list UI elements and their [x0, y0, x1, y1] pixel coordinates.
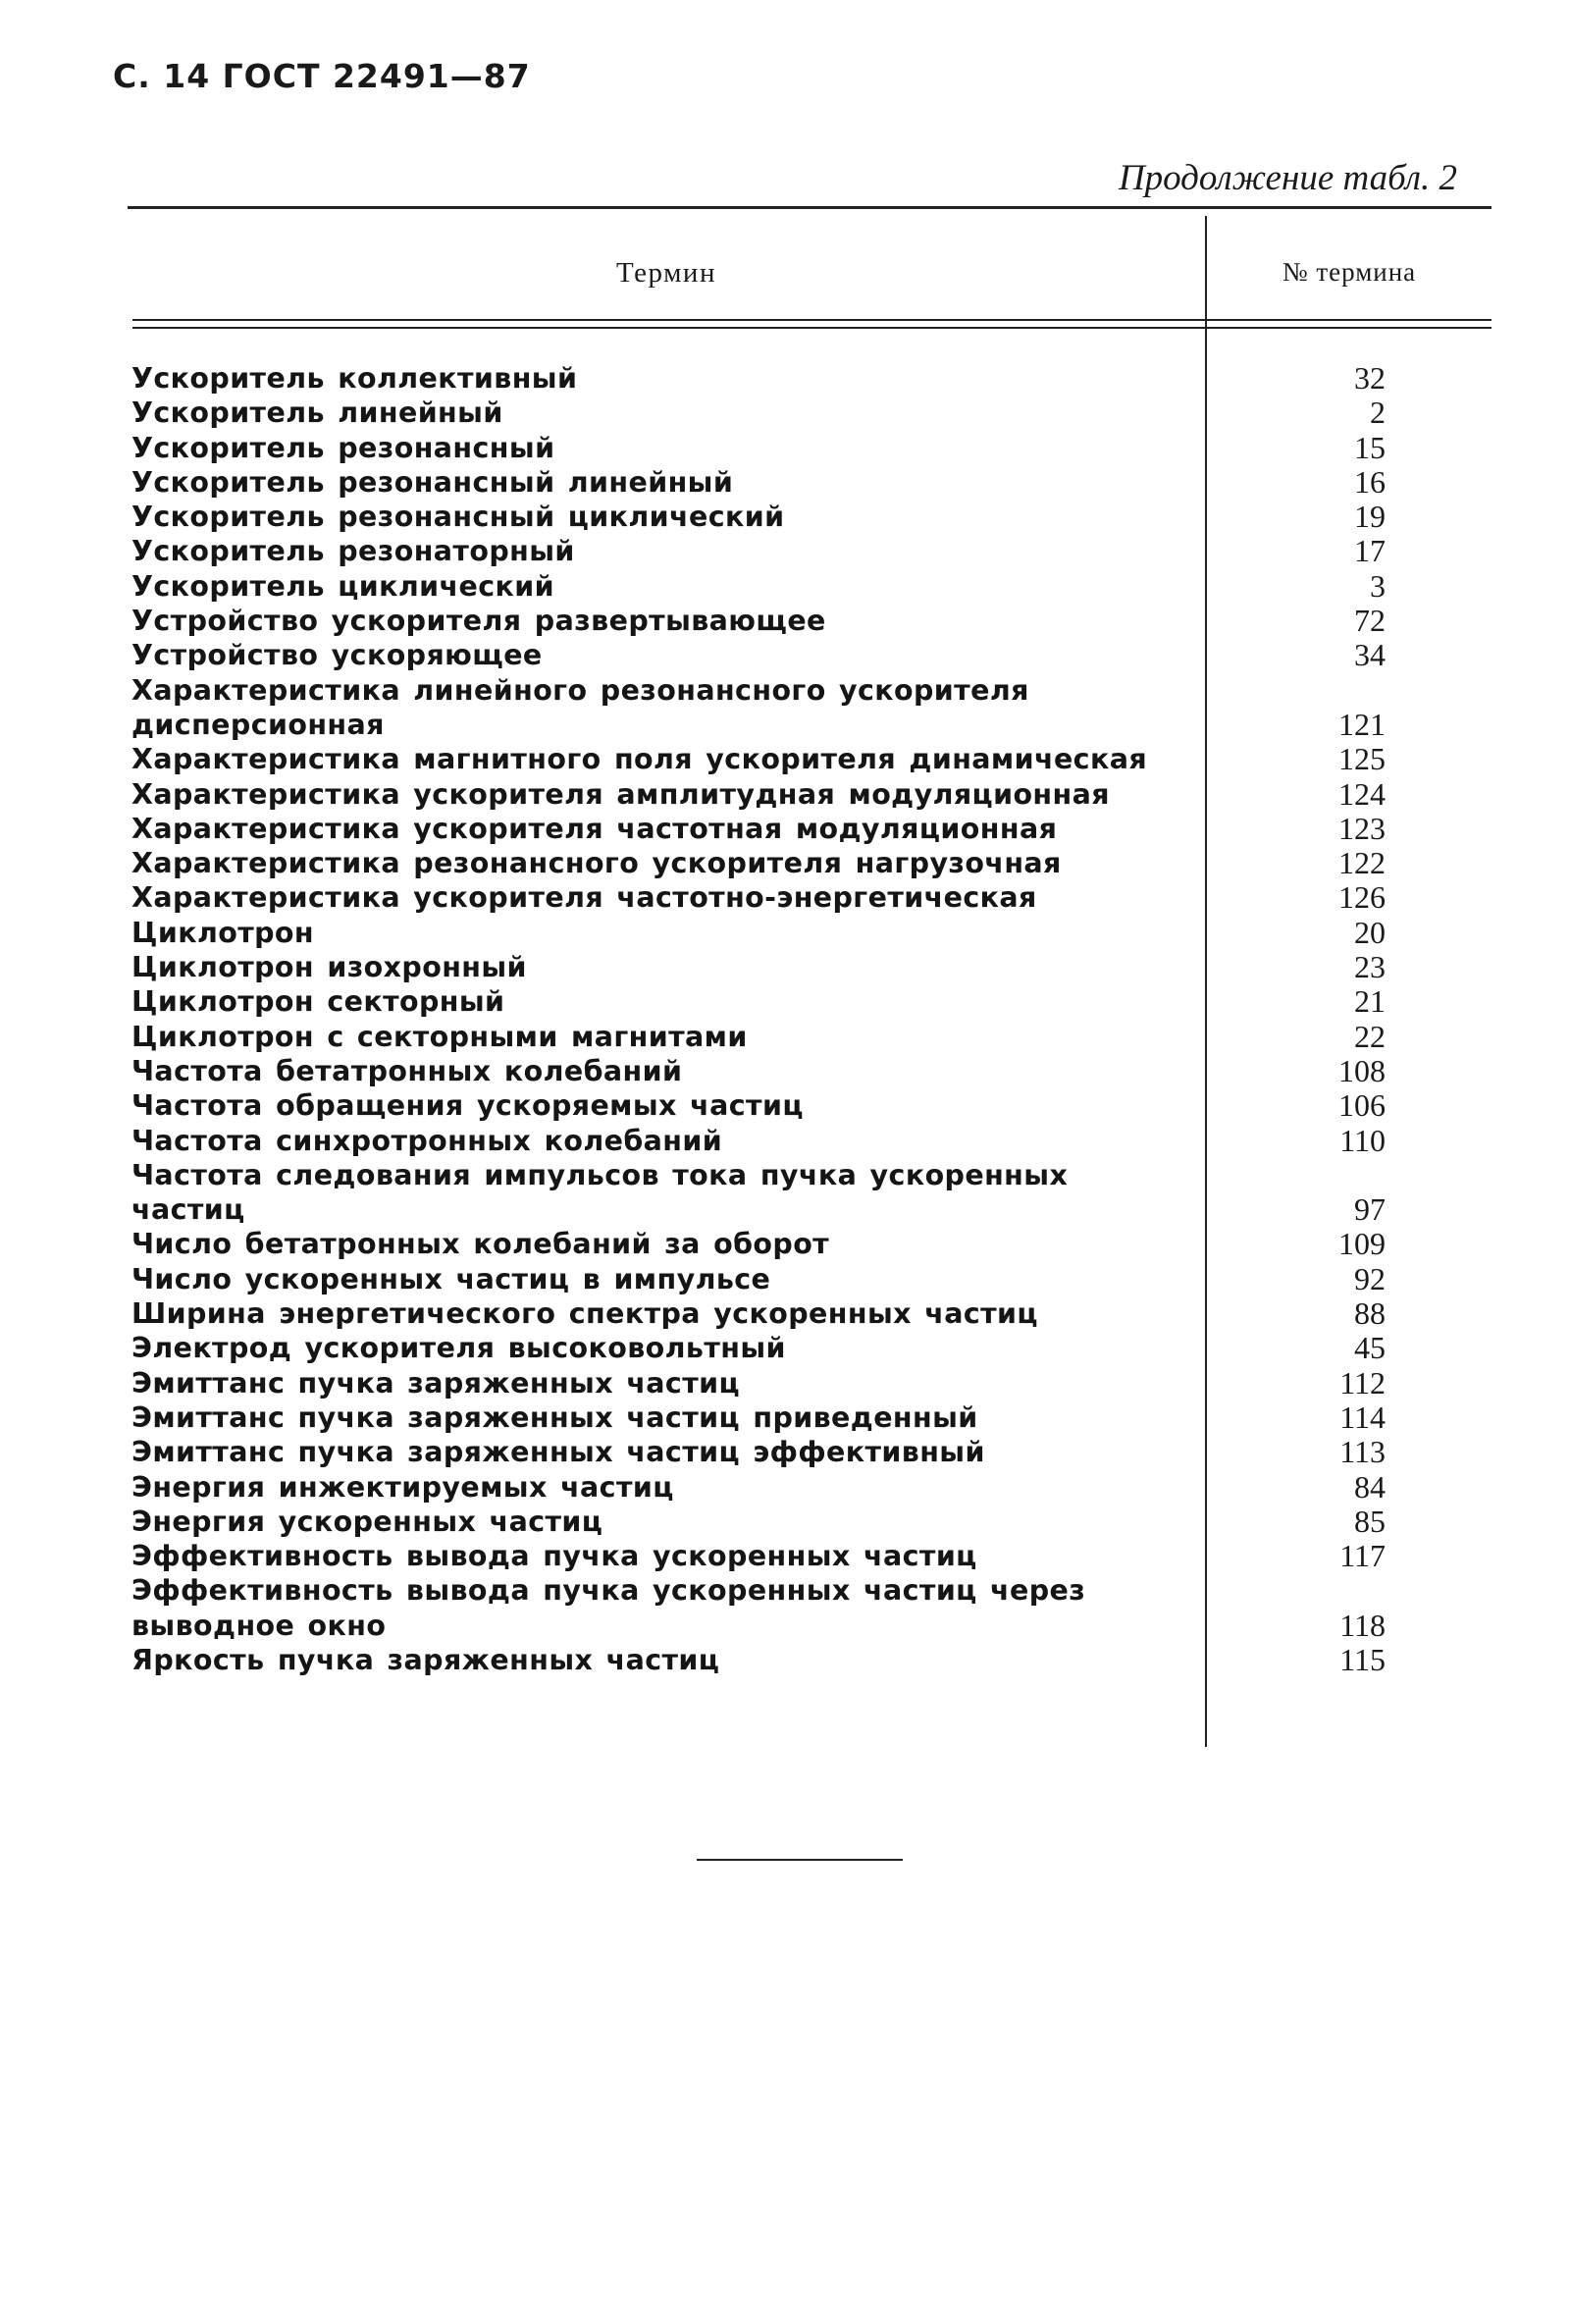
- term-text: Электрод ускорителя высоковольтный: [131, 1332, 786, 1365]
- term-number: 110: [1339, 1122, 1386, 1158]
- term-text: Частота следования импульсов тока пучка ускоренных частиц: [131, 1158, 1069, 1227]
- header-rule: [132, 319, 1492, 321]
- term-number: 106: [1338, 1087, 1386, 1124]
- table-body: [126, 361, 1492, 1677]
- term-text: Число бетатронных колебаний за оборот: [131, 1228, 830, 1261]
- term-number: 20: [1354, 914, 1386, 950]
- table-top-rule: [128, 206, 1492, 209]
- term-text: Циклотрон изохронный: [131, 951, 527, 984]
- term-text: Эффективность вывода пучка ускоренных частиц через выводное окно: [131, 1574, 1086, 1642]
- table-row: [126, 673, 1492, 743]
- table-row: [126, 1505, 1492, 1539]
- term-text: Эмиттанс пучка заряженных частиц эффективный: [131, 1436, 985, 1469]
- term-text: Характеристика резонансного ускорителя нагрузочная: [131, 847, 1062, 880]
- term-text: Частота синхротронных колебаний: [131, 1124, 723, 1157]
- table-continuation-label: Продолжение табл. 2: [1118, 158, 1457, 198]
- term-number: 126: [1338, 879, 1386, 916]
- term-text: Энергия инжектируемых частиц: [131, 1470, 674, 1504]
- term-number: 23: [1354, 949, 1386, 985]
- table-row: [126, 950, 1492, 984]
- term-number: 88: [1354, 1295, 1386, 1332]
- term-text: Яркость пучка заряженных частиц: [131, 1643, 720, 1676]
- term-number: 92: [1354, 1260, 1386, 1296]
- term-text: Эмиттанс пучка заряженных частиц: [131, 1366, 741, 1400]
- table-row: [126, 1158, 1492, 1228]
- term-number: 112: [1339, 1364, 1386, 1400]
- table-row: [126, 431, 1492, 465]
- table-row: [126, 1262, 1492, 1296]
- term-number: 124: [1338, 775, 1386, 812]
- table-row: [126, 880, 1492, 915]
- term-text: Циклотрон секторный: [131, 985, 505, 1019]
- term-number: 108: [1338, 1052, 1386, 1088]
- term-text: Ускоритель линейный: [131, 396, 503, 430]
- term-text: Ускоритель коллективный: [131, 362, 578, 395]
- term-text: Циклотрон с секторными магнитами: [131, 1020, 748, 1053]
- term-number: 15: [1354, 429, 1386, 465]
- term-text: Частота обращения ускоряемых частиц: [131, 1089, 804, 1123]
- term-text: Характеристика ускорителя частотно-энергетическая: [131, 881, 1037, 915]
- table-row: [126, 604, 1492, 638]
- term-number: 123: [1338, 810, 1386, 846]
- term-text: Число ускоренных частиц в импульсе: [131, 1262, 771, 1295]
- table-row: [126, 361, 1492, 396]
- term-text: Ускоритель резонаторный: [131, 535, 575, 568]
- term-text: Ускоритель резонансный: [131, 431, 555, 464]
- term-number: 16: [1354, 463, 1386, 500]
- table-row: [126, 1331, 1492, 1365]
- term-number: 34: [1354, 637, 1386, 673]
- table-row: [126, 569, 1492, 604]
- table-row: [126, 1124, 1492, 1158]
- term-number: 72: [1354, 603, 1386, 639]
- term-number: 113: [1339, 1434, 1386, 1470]
- table-row: [126, 742, 1492, 776]
- table-row: [126, 1573, 1492, 1643]
- term-text: Характеристика ускорителя амплитудная модуляционная: [131, 777, 1110, 811]
- table-row: [126, 1470, 1492, 1505]
- term-number: 19: [1354, 499, 1386, 535]
- column-header-term: Термин: [616, 257, 716, 289]
- term-text: Ширина энергетического спектра ускоренных частиц: [131, 1297, 1038, 1331]
- term-number: 109: [1338, 1226, 1386, 1262]
- term-number: 125: [1338, 741, 1386, 777]
- term-number: 22: [1354, 1018, 1386, 1054]
- table-row: [126, 638, 1492, 672]
- term-number: 118: [1339, 1607, 1386, 1643]
- header-rule-double: [132, 327, 1492, 329]
- term-text: Характеристика магнитного поля ускорителя динамическая: [131, 743, 1148, 776]
- term-text: Циклотрон: [131, 916, 314, 949]
- table-row: [126, 465, 1492, 500]
- table-row: [126, 1088, 1492, 1123]
- term-number: 85: [1354, 1503, 1386, 1539]
- term-text: Ускоритель резонансный циклический: [131, 501, 785, 534]
- table-row: [126, 1296, 1492, 1331]
- table-row: [126, 1366, 1492, 1400]
- term-number: 84: [1354, 1468, 1386, 1505]
- term-text: Характеристика линейного резонансного ускорителя дисперсионная: [131, 673, 1029, 741]
- term-number: 114: [1339, 1399, 1386, 1435]
- table-row: [126, 500, 1492, 534]
- term-text: Эффективность вывода пучка ускоренных частиц: [131, 1540, 977, 1573]
- table-row: [126, 396, 1492, 430]
- term-text: Энергия ускоренных частиц: [131, 1505, 603, 1538]
- table-row: [126, 1227, 1492, 1261]
- term-number: 17: [1354, 533, 1386, 569]
- term-number: 2: [1370, 395, 1386, 431]
- table-row: [126, 1020, 1492, 1054]
- term-text: Устройство ускоряющее: [131, 639, 543, 672]
- table-row: [126, 916, 1492, 950]
- table-row: [126, 984, 1492, 1019]
- term-number: 122: [1338, 845, 1386, 881]
- term-number: 45: [1354, 1330, 1386, 1366]
- table-row: [126, 1054, 1492, 1088]
- table-row: [126, 534, 1492, 568]
- term-number: 3: [1370, 567, 1386, 604]
- term-text: Ускоритель резонансный линейный: [131, 465, 734, 499]
- table-row: [126, 1435, 1492, 1469]
- term-number: 117: [1339, 1538, 1386, 1574]
- term-number: 21: [1354, 983, 1386, 1020]
- term-text: Эмиттанс пучка заряженных частиц приведенный: [131, 1400, 978, 1434]
- term-number: 32: [1354, 360, 1386, 396]
- table-row: [126, 846, 1492, 880]
- table-row: [126, 1400, 1492, 1435]
- table-row: [126, 1643, 1492, 1677]
- term-number: 97: [1354, 1191, 1386, 1228]
- term-text: Устройство ускорителя развертывающее: [131, 605, 826, 638]
- table-row: [126, 812, 1492, 846]
- term-number: 115: [1339, 1641, 1386, 1677]
- column-header-number: № термина: [1282, 257, 1417, 287]
- term-text: Ускоритель циклический: [131, 569, 554, 603]
- term-number: 121: [1338, 706, 1386, 742]
- page-header: С. 14 ГОСТ 22491—87: [113, 57, 531, 95]
- table-row: [126, 1539, 1492, 1573]
- end-rule: [697, 1859, 903, 1861]
- term-text: Частота бетатронных колебаний: [131, 1054, 683, 1087]
- table-row: [126, 777, 1492, 812]
- term-text: Характеристика ускорителя частотная модуляционная: [131, 812, 1058, 845]
